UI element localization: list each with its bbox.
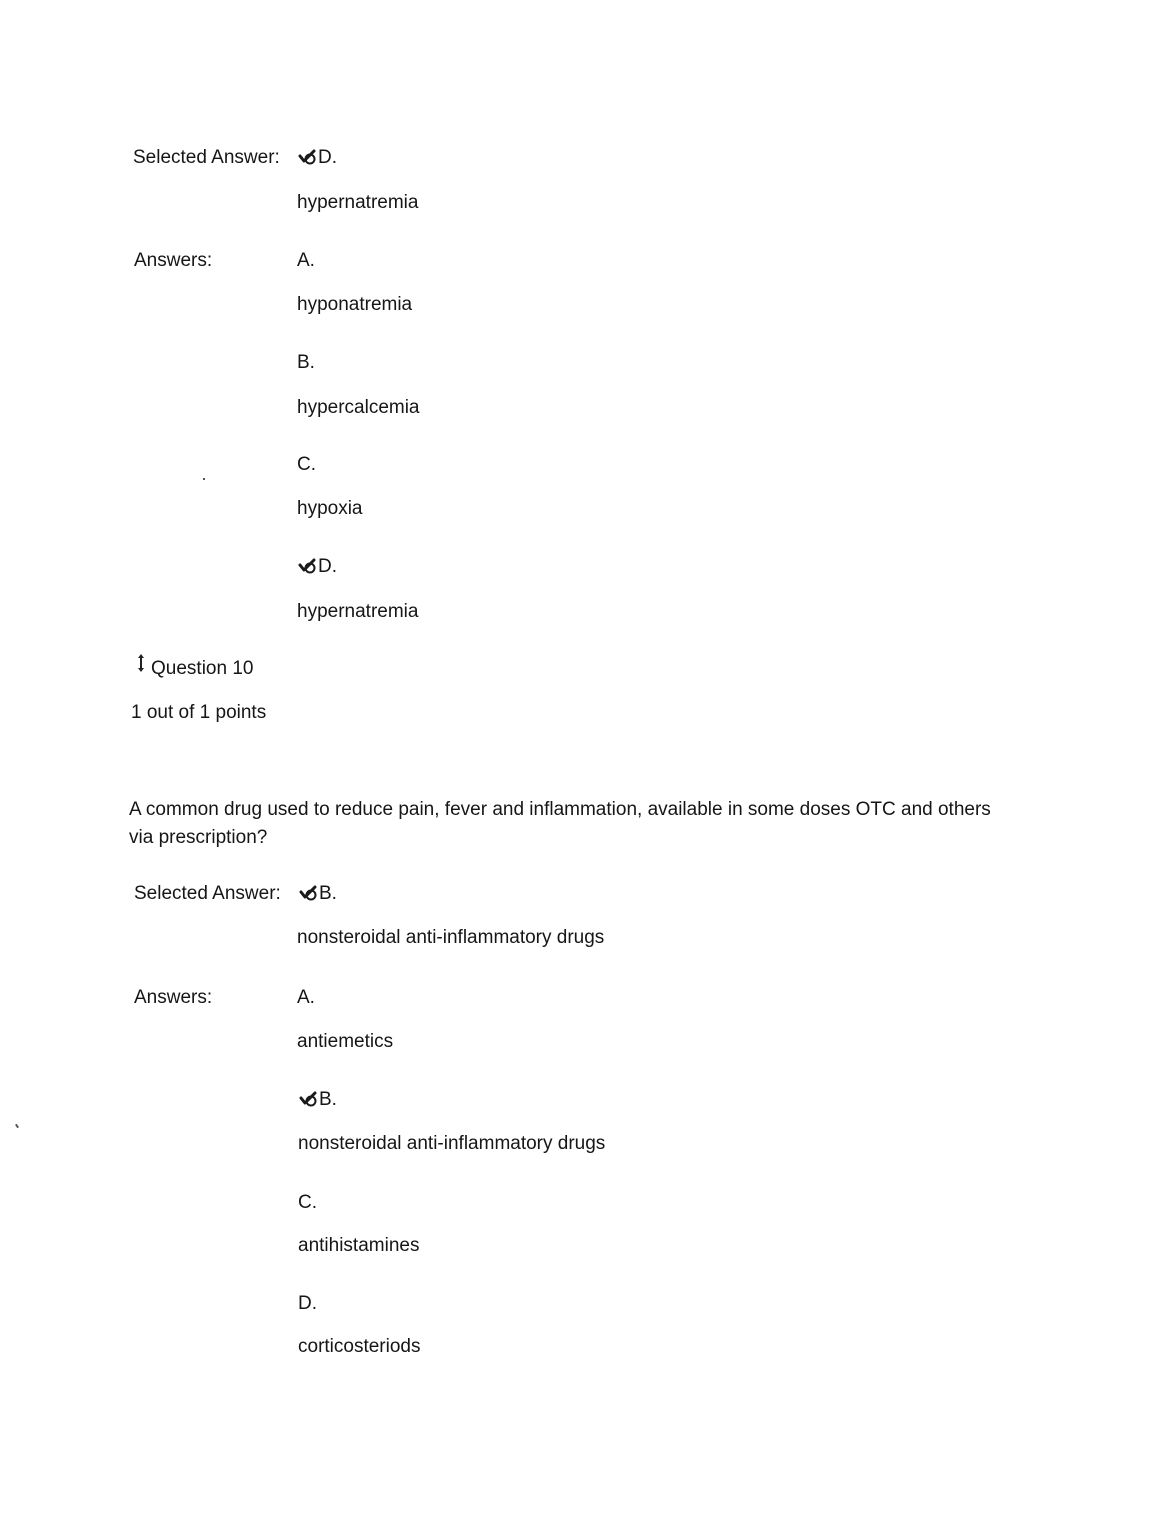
q9-option-d [297,556,337,578]
question-text: A common drug used to reduce pain, fever and inflammation, available in some doses OTC and others via prescription? [129,799,991,848]
q10-option-b-text: nonsteroidal anti-inflammatory drugs [298,1133,606,1154]
correct-check-icon [297,558,317,574]
q10-selected-answer [298,883,337,905]
q9-option-d-letter: D. [318,556,337,577]
scan-speck [203,478,205,480]
q9-option-c-text: hypoxia [297,498,363,519]
q10-selected-answer-text: nonsteroidal anti-inflammatory drugs [297,927,605,948]
up-down-arrow-icon [136,653,146,675]
correct-check-icon [298,1091,318,1107]
q9-option-a-text: hyponatremia [297,294,413,315]
q10-selected-letter: B. [319,883,337,904]
q9-option-b-text: hypercalcemia [297,397,420,418]
q10-option-b [298,1089,337,1111]
q9-option-d-text: hypernatremia [297,601,419,622]
scan-speck [15,1124,19,1128]
q10-option-d-text: corticosteriods [298,1336,421,1357]
question-title: Question 10 [151,658,254,679]
q10-answers-label: Answers: [134,987,213,1008]
q9-option-c-letter: C. [297,454,316,475]
q9-selected-answer-text: hypernatremia [297,192,419,213]
q10-option-d-letter: D. [298,1293,317,1314]
q9-selected-letter: D. [318,147,337,168]
q10-option-c-text: antihistamines [298,1235,420,1256]
q10-option-b-letter: B. [319,1089,337,1110]
q10-option-a-letter: A. [297,987,315,1008]
q10-option-c-letter: C. [298,1192,317,1213]
q10-option-a-text: antiemetics [297,1031,394,1052]
question-points: 1 out of 1 points [131,702,267,723]
correct-check-icon [297,149,317,165]
q10-selected-answer-label: Selected Answer: [134,883,281,904]
q9-selected-answer [297,147,337,169]
q9-answers-label: Answers: [134,250,213,271]
q9-option-b-letter: B. [297,352,315,373]
q9-option-a-letter: A. [297,250,315,271]
correct-check-icon [298,885,318,901]
q9-selected-answer-label: Selected Answer: [133,147,280,168]
